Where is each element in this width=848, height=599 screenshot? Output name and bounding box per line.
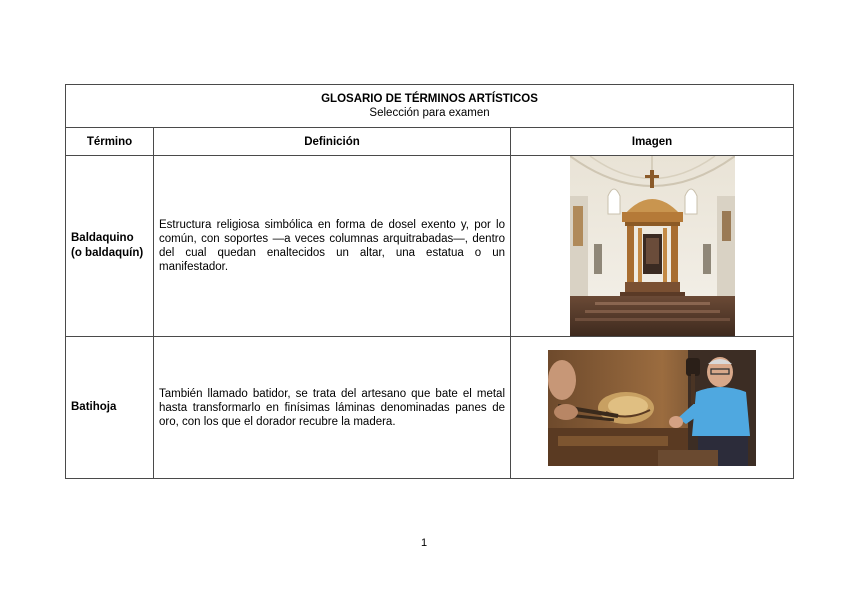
header-term: Término bbox=[66, 128, 154, 156]
page-number: 1 bbox=[420, 537, 428, 549]
table-header-row bbox=[66, 128, 794, 156]
term-cell bbox=[66, 337, 154, 479]
image-cell bbox=[511, 156, 794, 337]
table-row bbox=[66, 156, 794, 337]
definition-cell: Estructura religiosa simbólica en forma de dosel exento y, por lo común, con soportes —a veces columnas arquitrabadas—, dentro del cual quedan enaltecidos un altar, una estatua o un manifestador. bbox=[154, 156, 511, 337]
glossary-table bbox=[65, 84, 794, 479]
term-cell bbox=[66, 156, 154, 337]
definition-cell: También llamado batidor, se trata del artesano que bate el metal hasta transformarlo en finísimas láminas denominadas panes de oro, con los que el dorador recubre la madera. bbox=[154, 337, 511, 479]
table-title-cell bbox=[66, 85, 794, 128]
header-definition: Definición bbox=[154, 128, 511, 156]
header-image: Imagen bbox=[511, 128, 794, 156]
image-cell bbox=[511, 337, 794, 479]
term-alias: (o baldaquín) bbox=[71, 247, 144, 259]
term-name: Batihoja bbox=[71, 401, 117, 413]
term-name: Baldaquino bbox=[71, 232, 134, 244]
gold-beater-craftsman-photo bbox=[548, 350, 756, 466]
baldachin-altar-photo bbox=[570, 156, 735, 336]
table-subtitle: Selección para examen bbox=[369, 107, 490, 119]
table-row bbox=[66, 337, 794, 479]
table-title: GLOSARIO DE TÉRMINOS ARTÍSTICOS bbox=[321, 93, 538, 105]
